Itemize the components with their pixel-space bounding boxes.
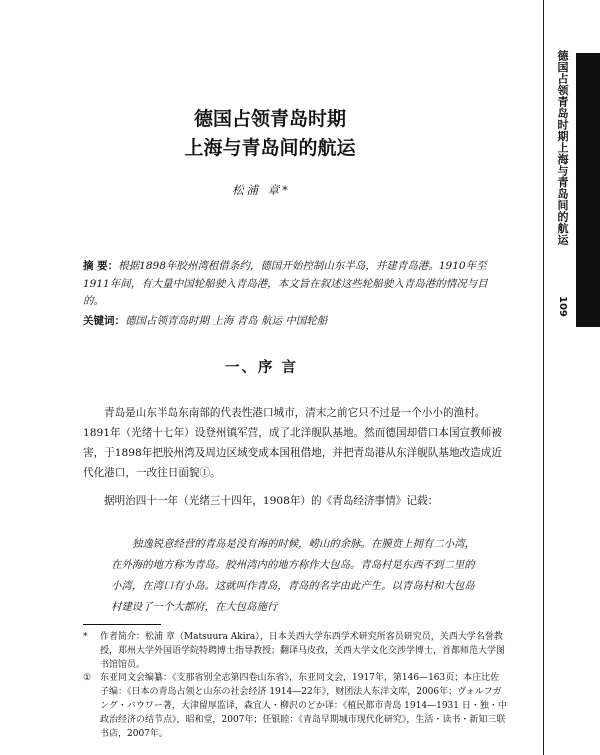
footnote-text: 东亚同文会编纂：《支那省别全志第四卷山东省》，东亚同文会，1917年，第146—163页；本庄比佐子编：《日本の青岛占领と山东の社会经济 1914—22年》，财团法人东洋文库，2006年；ヴォルフガング・バウワー著，大津留厚监译，森宜人・柳沢のどか译：《植民都市青岛 1914—1931 日・独・中政治经济の结节点》，昭和堂，2007年；任银睦：《青岛早期城市现代化研究》，生活・读书・新知三联书店，2007年。 xyxy=(100,673,507,739)
footnote-text: 作者简介：松浦 章（Matsuura Akira），日本关西大学东西学术研究所客员研究员，关西大学名誉教授，郑州大学外国语学院特聘博士指导教授；翻译马皮孜，关西大学文化交涉学博士，首都师范大学图书馆馆员。 xyxy=(100,632,506,670)
keywords-label: 关键词： xyxy=(83,315,125,327)
abstract xyxy=(83,258,503,311)
abstract-label: 摘 要： xyxy=(83,260,119,272)
margin-rule xyxy=(543,0,544,755)
footnote-rule xyxy=(83,624,161,625)
footnote-mark: * xyxy=(83,632,88,642)
running-title: 德国占领青岛时期上海与青岛间的航运 xyxy=(556,50,569,246)
footnote-mark: ① xyxy=(83,673,92,684)
keywords xyxy=(83,313,503,328)
footnotes xyxy=(83,631,507,741)
block-quote: 独逸锐意经营的青岛是没有海的时候，崂山的余脉。在膜贲上拥有二小湾，在外海的地方称为青岛。胶州湾内的地方称作大包岛。青岛村是东西不到二里的小湾，在湾口有小岛。这就叫作青岛，青岛的名字由此产生。以青岛村和大包岛村建设了一个大都府，在大包岛施行 xyxy=(111,538,475,613)
footnote-1 xyxy=(83,672,507,741)
footnote-author xyxy=(83,631,507,672)
thumb-index-tab xyxy=(576,53,600,327)
article-title-line-2: 上海与青岛间的航运 xyxy=(184,137,356,159)
keywords-text: 德国占领青岛时期 上海 青岛 航运 中国轮船 xyxy=(125,315,328,327)
body-paragraph-1: 青岛是山东半岛东南部的代表性港口城市，清末之前它只不过是一个小小的渔村。1891年（光绪十七年）设登州镇军营，成了北洋舰队基地。然而德国却借口本国宣教师被害，于1898年把胶州湾及周边区域变成本国租借地，并把青岛港从东洋舰队基地改造成近代化港口，一改往日面貌①。 xyxy=(83,407,502,479)
body-paragraph-2: 据明治四十一年（光绪三十四年，1908年）的《青岛经济事情》记载： xyxy=(104,495,439,507)
page-number: 109 xyxy=(557,296,568,317)
article-title-line-1: 德国占领青岛时期 xyxy=(193,108,346,130)
author-name: 松浦 章* xyxy=(232,183,291,197)
abstract-text: 根据1898年胶州湾租借条约，德国开始控制山东半岛，并建青岛港。1910年至1911年间，有大量中国轮船驶入青岛港，本文旨在叙述这些轮船驶入青岛港的情况与目的。 xyxy=(83,260,488,307)
section-heading: 一、序 言 xyxy=(225,360,299,376)
